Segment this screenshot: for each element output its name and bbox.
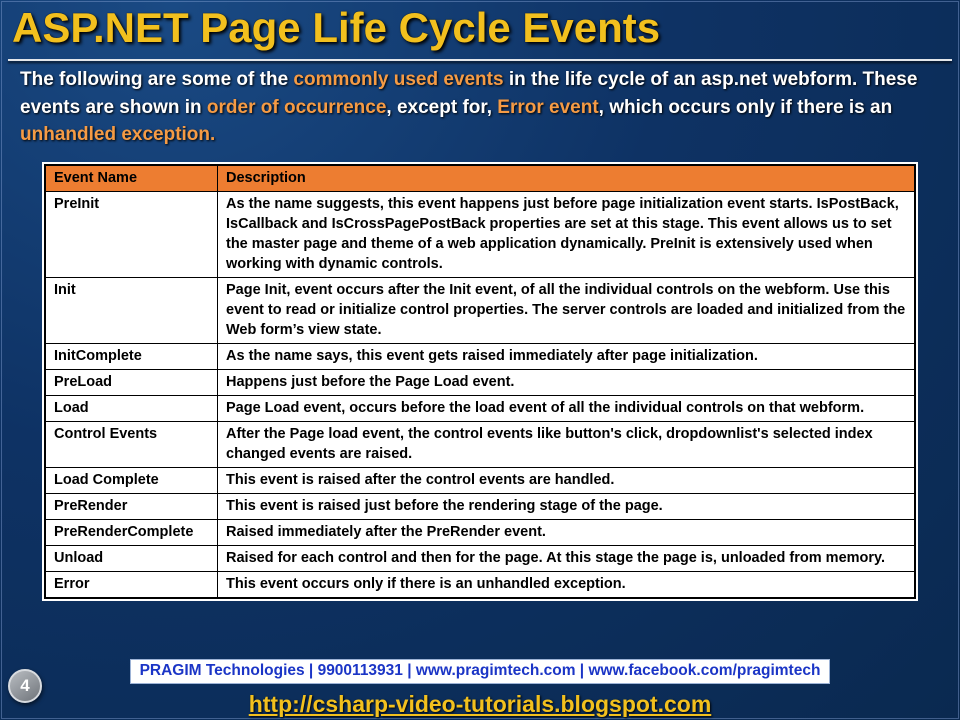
event-description-cell: Happens just before the Page Load event. [218,370,915,396]
column-header-description: Description [218,166,915,192]
intro-highlight: Error event [497,96,599,118]
event-name-cell: PreRender [46,494,218,520]
event-name-cell: Load Complete [46,468,218,494]
event-name-cell: Init [46,278,218,344]
event-description-cell: Page Init, event occurs after the Init event, of all the individual controls on the webform. Use this event to read or initialize control properties. The server controls are loaded and initialized from the Web form’s view state. [218,278,915,344]
table-row [46,422,915,468]
event-description-cell: Page Load event, occurs before the load event of all the individual controls on that webform. [218,396,915,422]
event-name-cell: Load [46,396,218,422]
intro-highlight: commonly used events [293,69,504,90]
slide-number-badge: 4 [8,669,42,703]
table-header-row [46,166,915,192]
event-description-cell: This event is raised after the control events are handled. [218,468,915,494]
event-description-cell: As the name says, this event gets raised immediately after page initialization. [218,344,915,370]
title-underline [8,59,952,61]
event-name-cell: InitComplete [46,344,218,370]
table-row [46,546,915,572]
event-description-cell: This event occurs only if there is an unhandled exception. [218,572,915,598]
page-title: ASP.NET Page Life Cycle Events [12,4,661,51]
event-name-cell: PreLoad [46,370,218,396]
event-name-cell: Error [46,572,218,598]
event-name-cell: PreInit [46,192,218,278]
event-description-cell: Raised for each control and then for the page. At this stage the page is, unloaded from memory. [218,546,915,572]
event-description-cell: After the Page load event, the control events like button's click, dropdownlist's selected index changed events are raised. [218,422,915,468]
events-table [45,165,915,598]
table-row [46,344,915,370]
table-row [46,370,915,396]
footer-info-text: PRAGIM Technologies | 9900113931 | www.pragimtech.com | www.facebook.com/pragimtech [130,659,831,684]
table-row [46,468,915,494]
intro-text [20,66,948,149]
event-name-cell: Control Events [46,422,218,468]
intro-segment: , which occurs only if there is an [598,96,893,118]
events-table-container [44,164,916,599]
intro-segment: , except for, [386,96,498,118]
table-row [46,278,915,344]
table-row [46,192,915,278]
blog-url-link[interactable]: http://csharp-video-tutorials.blogspot.com [248,691,712,717]
event-description-cell: Raised immediately after the PreRender event. [218,520,915,546]
event-description-cell: This event is raised just before the rendering stage of the page. [218,494,915,520]
event-description-cell: As the name suggests, this event happens just before page initialization event starts. IsPostBack, IsCallback and IsCrossPagePostBack properties are set at this stage. This event allows us to set the master page and theme of a web application dynamically. PreInit is extensively used when working with dynamic controls. [218,192,915,278]
table-row [46,572,915,598]
intro-highlight: unhandled exception. [20,124,216,146]
event-name-cell: PreRenderComplete [46,520,218,546]
intro-highlight: order of occurrence [206,96,387,118]
intro-segment: in the life cycle of an asp.net webform. These events are shown in [20,69,918,118]
table-row [46,396,915,422]
table-row [46,494,915,520]
table-row [46,520,915,546]
intro-segment: The following are some of the [20,69,294,90]
footer-bar [0,659,960,684]
event-name-cell: Unload [46,546,218,572]
column-header-event-name: Event Name [46,166,218,192]
